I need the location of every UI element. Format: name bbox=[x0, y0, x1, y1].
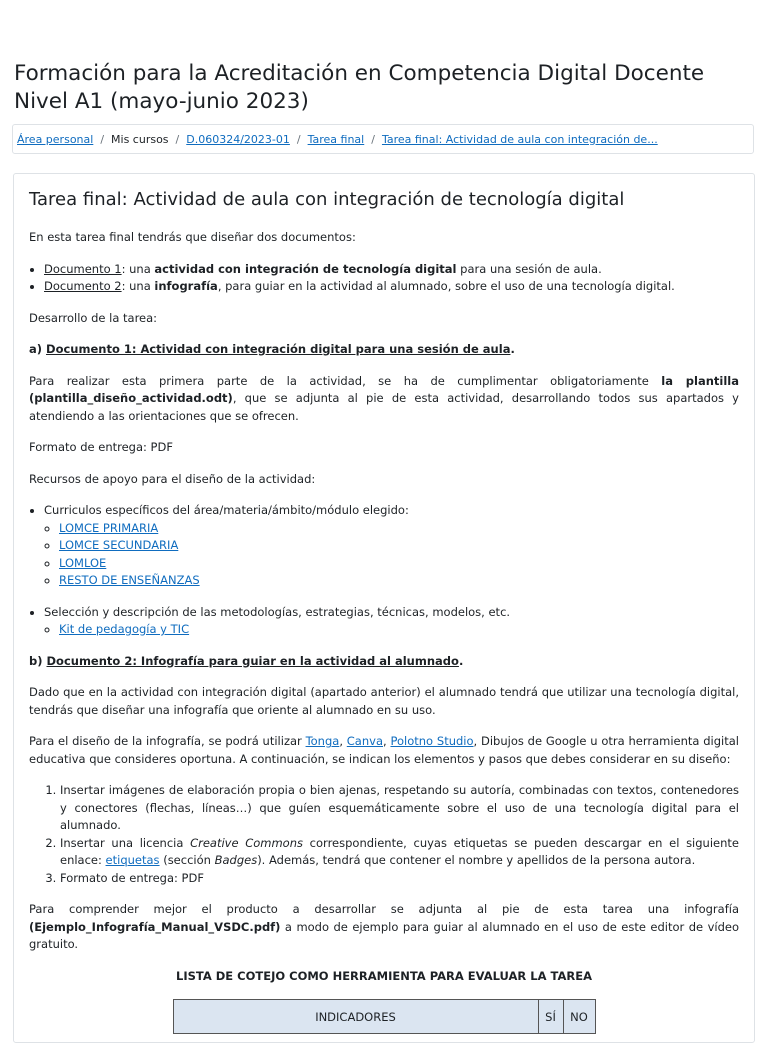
para-a-text: Para realizar esta primera parte de la actividad, se ha de cumplimentar obligatoriamente bbox=[29, 373, 662, 388]
section-a-heading bbox=[29, 341, 739, 359]
list-item bbox=[59, 555, 739, 573]
link-canva[interactable]: Canva bbox=[346, 734, 383, 748]
breadcrumb-course[interactable]: D.060324/2023-01 bbox=[186, 132, 290, 146]
header-indicadores: INDICADORES bbox=[173, 1000, 538, 1034]
list-item bbox=[59, 572, 739, 590]
example-paragraph bbox=[29, 901, 739, 954]
header-no: NO bbox=[563, 1000, 595, 1034]
list-item bbox=[44, 502, 739, 590]
documents-list bbox=[29, 261, 739, 296]
tools-separator: , bbox=[383, 734, 391, 748]
resources-list bbox=[29, 502, 739, 639]
checklist-title: LISTA DE COTEJO COMO HERRAMIENTA PARA EVALUAR LA TAREA bbox=[176, 968, 592, 983]
doc1-bold: actividad con integración de tecnología digital bbox=[154, 261, 457, 276]
example-text-end: a modo de ejemplo para guiar al alumnado en el uso de este editor de vídeo gratuito. bbox=[29, 919, 739, 951]
section-b-heading bbox=[29, 653, 739, 671]
curriculos-label: Curriculos específicos del área/materia/ámbito/módulo elegido: bbox=[44, 503, 409, 517]
link-polotno-studio[interactable]: Polotno Studio bbox=[390, 734, 474, 748]
step2-text-end: ). Además, tendrá que contener el nombre y apellidos de la persona autora. bbox=[257, 853, 696, 867]
curriculos-links bbox=[44, 520, 739, 590]
link-tonga[interactable]: Tonga bbox=[305, 734, 340, 748]
breadcrumb-tarea-final[interactable]: Tarea final bbox=[307, 132, 365, 146]
breadcrumb-area-personal[interactable]: Área personal bbox=[17, 132, 94, 146]
section-b-prefix: b) bbox=[29, 653, 47, 668]
tools-paragraph bbox=[29, 733, 739, 768]
breadcrumb-separator: / bbox=[100, 132, 105, 146]
list-item: 3. Formato de entrega: PDF bbox=[60, 870, 739, 888]
list-item bbox=[44, 261, 739, 279]
list-item bbox=[44, 278, 739, 296]
list-item bbox=[59, 537, 739, 555]
assignment-card bbox=[13, 173, 755, 1043]
checklist-table bbox=[173, 999, 596, 1034]
intro-text: En esta tarea final tendrás que diseñar dos documentos: bbox=[29, 230, 356, 244]
doc2-bold: infografía bbox=[154, 279, 218, 293]
doc1-text: : una bbox=[121, 261, 155, 276]
breadcrumb-assignment[interactable]: Tarea final: Actividad de aula con integración de... bbox=[381, 132, 658, 146]
step2-em-badges: Badges bbox=[214, 853, 258, 867]
section-a-prefix: a) bbox=[29, 342, 47, 356]
link-lomce-primaria[interactable]: LOMCE PRIMARIA bbox=[59, 520, 159, 535]
para-a-text-end: , que se adjunta al pie de esta actividad, desarrollando todos sus apartados y atendiendo a las orientaciones que se ofrecen. bbox=[29, 391, 739, 423]
list-item bbox=[59, 621, 739, 639]
section-b-suffix: . bbox=[458, 653, 464, 668]
list-item bbox=[60, 835, 739, 870]
header-si: SÍ bbox=[538, 1000, 563, 1034]
section-a-title: Documento 1: Actividad con integración digital para una sesión de aula bbox=[46, 342, 511, 356]
link-resto-ensenanzas[interactable]: RESTO DE ENSEÑANZAS bbox=[59, 573, 200, 587]
link-lomce-secundaria[interactable]: LOMCE SECUNDARIA bbox=[59, 538, 179, 552]
list-item bbox=[44, 604, 739, 639]
list-item bbox=[59, 520, 739, 538]
formato-a-text: Formato de entrega: PDF bbox=[29, 440, 173, 454]
recursos-text: Recursos de apoyo para el diseño de la actividad: bbox=[29, 471, 316, 486]
steps-list bbox=[29, 782, 739, 887]
step2-em-cc: Creative Commons bbox=[190, 835, 303, 850]
doc2-text-end: , para guiar en la actividad al alumnado, sobre el uso de una tecnología digital. bbox=[217, 279, 675, 293]
tools-text-end: , Dibujos de Google u otra herramienta digital educativa que consideres oportuna. A continuación, se indican los elementos y pasos que debes considerar en su diseño: bbox=[29, 734, 739, 766]
assignment-heading: Tarea final: Actividad de aula con integración de tecnología digital bbox=[29, 189, 625, 210]
example-bold: (Ejemplo_Infografía_Manual_VSDC.pdf) bbox=[29, 919, 281, 934]
metodologias-links bbox=[44, 621, 739, 639]
breadcrumb-separator: / bbox=[175, 132, 180, 146]
link-etiquetas[interactable]: etiquetas bbox=[105, 853, 160, 867]
section-b-title: Documento 2: Infografía para guiar en la actividad al alumnado bbox=[46, 653, 459, 668]
doc1-text-end: para una sesión de aula. bbox=[456, 261, 602, 276]
section-b-paragraph: Dado que en la actividad con integración digital (apartado anterior) el alumnado tendrá que utilizar una tecnología digital, tendrás que diseñar una infografía que oriente al alumnado en su uso. bbox=[29, 685, 739, 717]
list-item: 1. Insertar imágenes de elaboración propia o bien ajenas, respetando su autoría, combinadas con textos, contenedores y conectores (flechas, líneas…) que guíen esquemáticamente sobre el uso de una tecnología digital para el alumnado. bbox=[60, 782, 739, 835]
link-kit-pedagogia[interactable]: Kit de pedagogía y TIC bbox=[59, 622, 190, 636]
doc2-label: Documento 2 bbox=[44, 279, 122, 293]
section-a-paragraph bbox=[29, 373, 739, 426]
tools-text: Para el diseño de la infografía, se podrá utilizar bbox=[29, 734, 306, 748]
para-a-bold: la plantilla (plantilla_diseño_actividad.odt) bbox=[29, 373, 739, 405]
metodologias-label: Selección y descripción de las metodologías, estrategias, técnicas, modelos, etc. bbox=[44, 604, 511, 619]
link-lomloe[interactable]: LOMLOE bbox=[59, 555, 107, 570]
tools-separator: , bbox=[339, 734, 347, 748]
step2-text: Insertar una licencia bbox=[60, 835, 191, 850]
desarrollo-text: Desarrollo de la tarea: bbox=[29, 310, 158, 325]
doc2-text: : una bbox=[121, 279, 155, 293]
breadcrumb-mis-cursos: Mis cursos bbox=[111, 132, 169, 146]
step2-text-sec: (sección bbox=[159, 853, 215, 867]
example-text: Para comprender mejor el producto a desarrollar se adjunta al pie de esta tarea una infografía bbox=[29, 902, 739, 916]
breadcrumb-separator: / bbox=[371, 132, 375, 146]
section-a-suffix: . bbox=[510, 342, 515, 356]
doc1-label: Documento 1 bbox=[44, 261, 122, 276]
step2-text-mid: correspondiente, cuyas etiquetas se pueden descargar en el siguiente enlace: bbox=[60, 835, 739, 867]
table-header-row bbox=[173, 1000, 595, 1034]
breadcrumb-separator: / bbox=[296, 132, 301, 146]
breadcrumb bbox=[12, 124, 754, 154]
page-title: Formación para la Acreditación en Competencia Digital Docente Nivel A1 (mayo-junio 2023) bbox=[14, 61, 705, 114]
